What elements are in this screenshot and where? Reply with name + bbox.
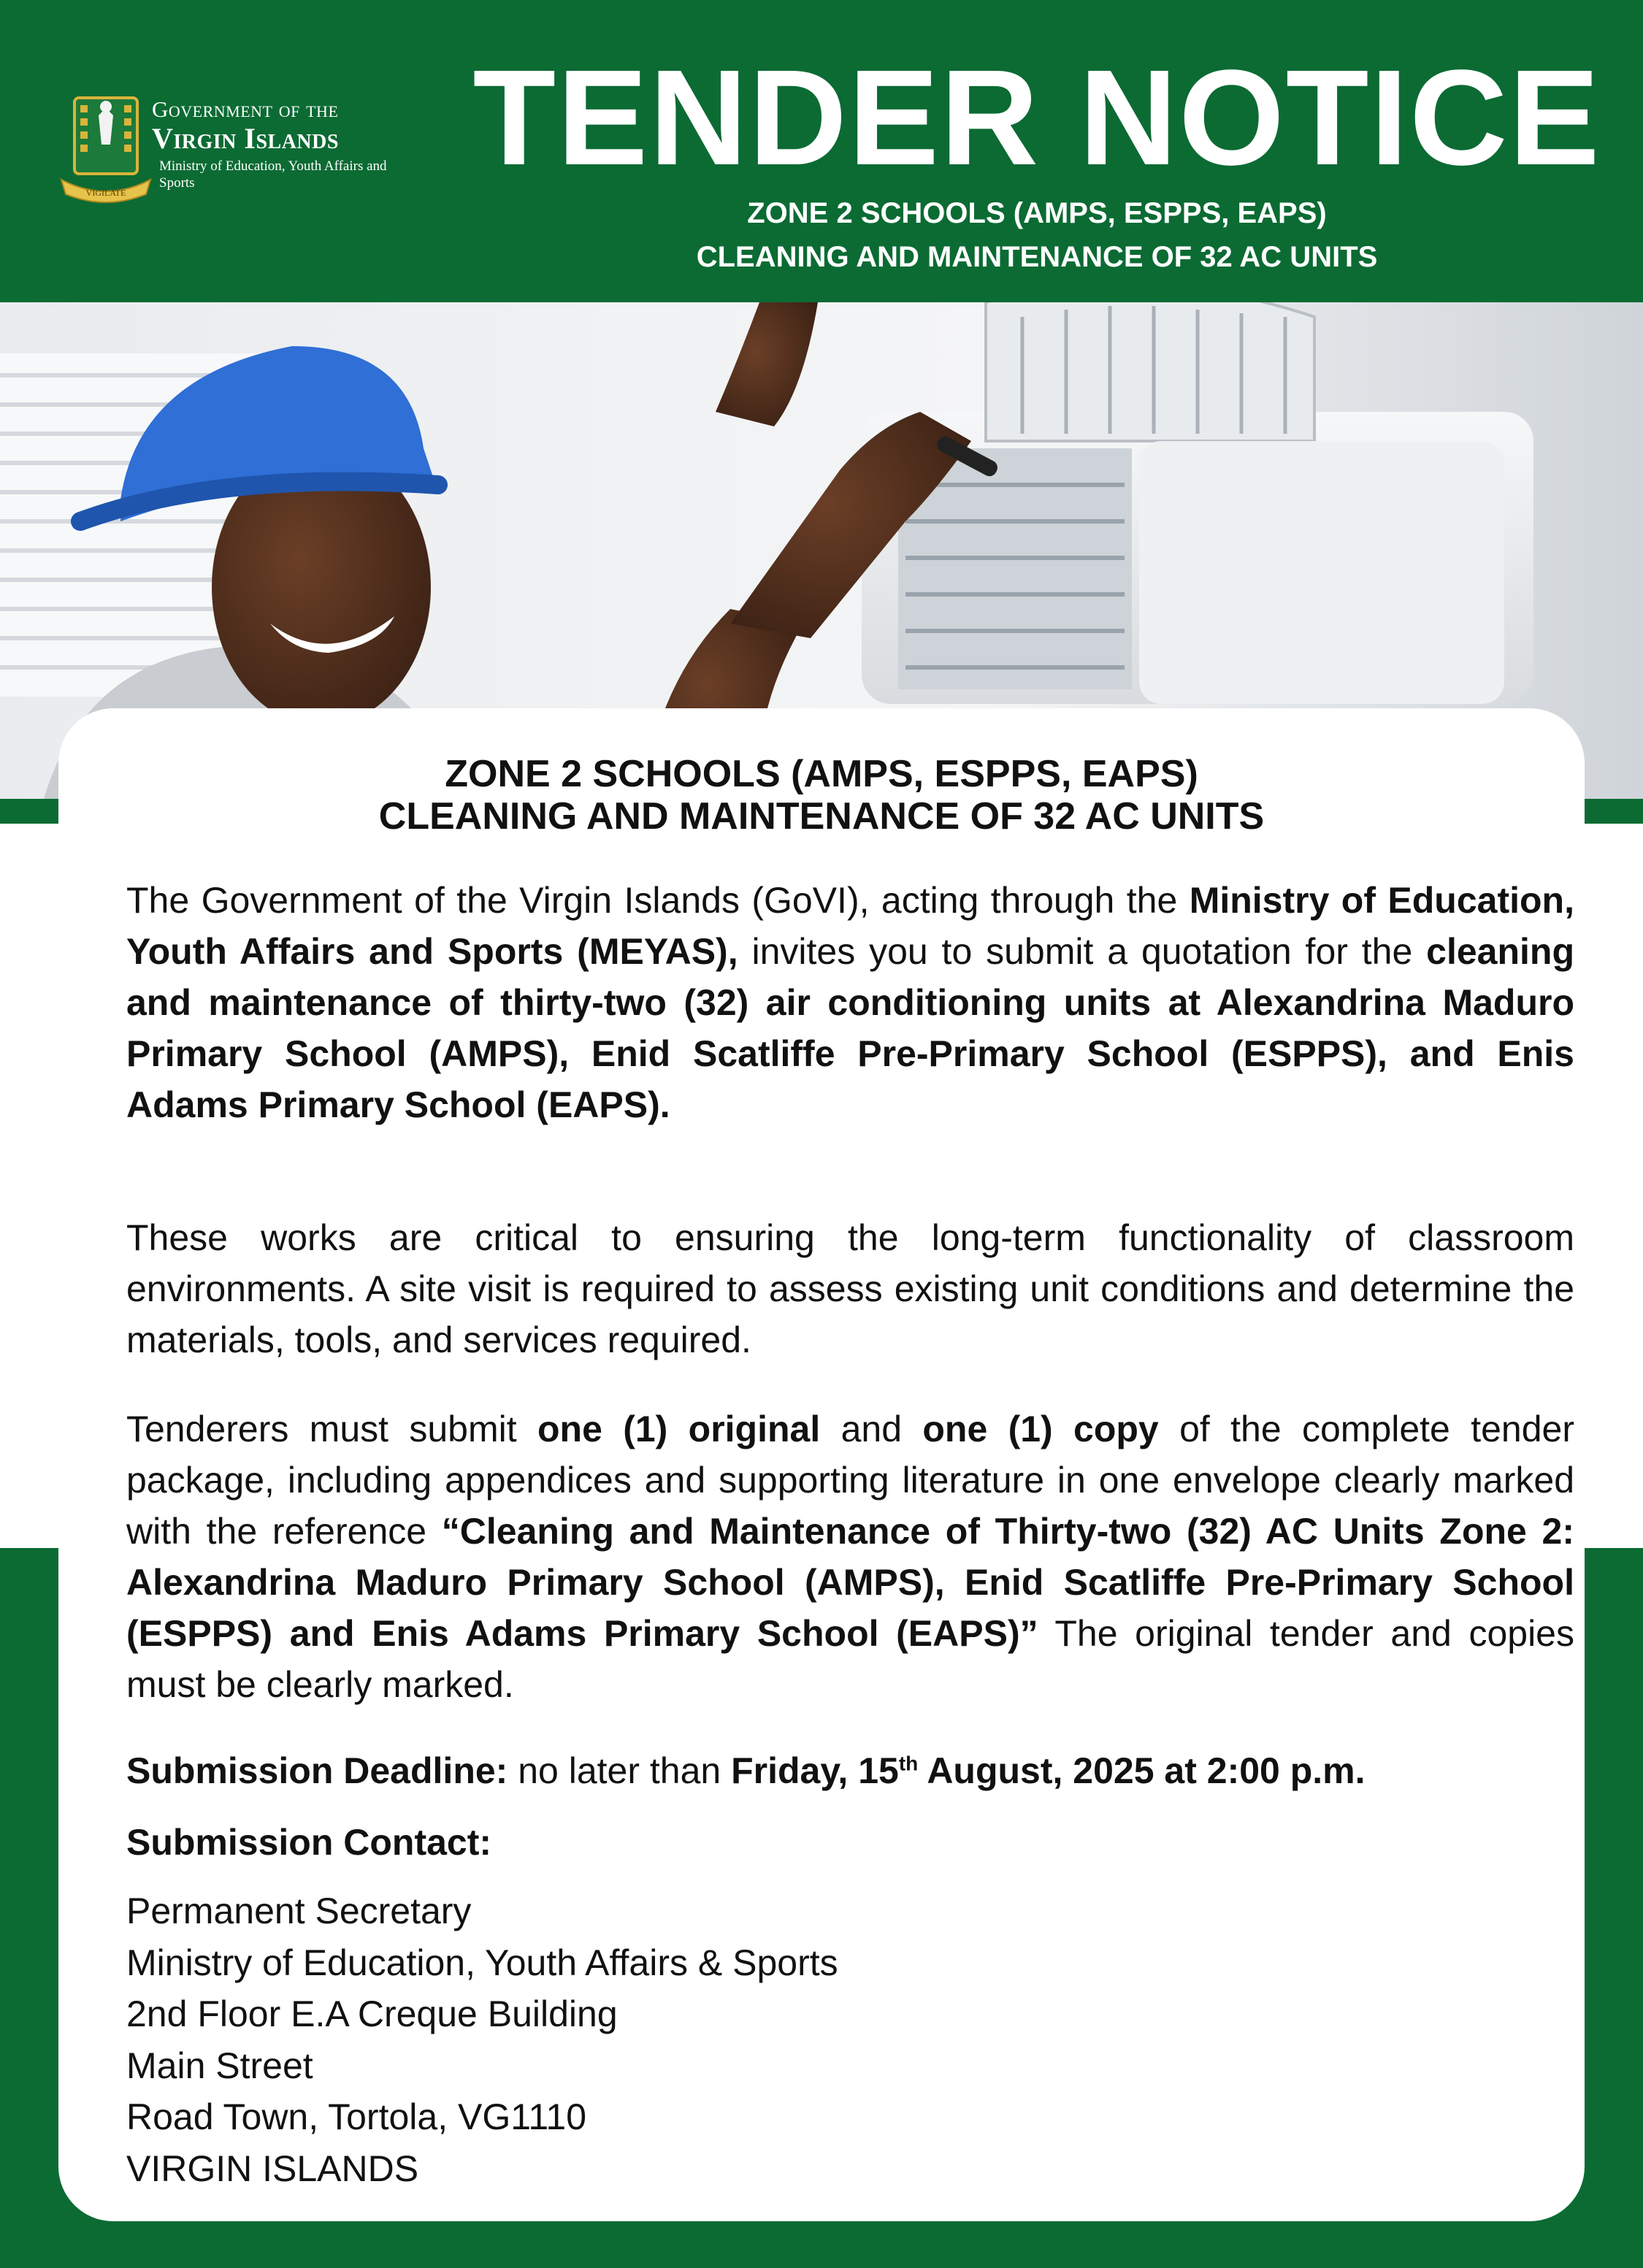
deadline-date-sup: th [898,1752,919,1775]
para3-bold2: one (1) copy [922,1409,1159,1449]
para3-text2: and [820,1409,923,1449]
para1-text1: The Government of the Virgin Islands (GoVI), acting through the [126,880,1190,921]
scroll-motto: VIGILATE [85,188,126,198]
green-stripe-left [0,799,58,824]
page-title: TENDER NOTICE [472,42,1601,194]
address-line: Ministry of Education, Youth Affairs & Sports [126,1942,838,1983]
logo-line-virgin-islands: Virgin Islands [152,122,339,155]
notice-heading-line1: ZONE 2 SCHOOLS (AMPS, ESPPS, EAPS) [445,753,1198,795]
green-stripe-right [1585,799,1643,824]
header-subtitle-line2: CLEANING AND MAINTENANCE OF 32 AC UNITS [696,241,1378,273]
logo-line-government: Government of the [152,96,339,122]
deadline-label: Submission Deadline: [126,1750,508,1791]
notice-card [58,708,1585,2221]
paragraph-submission [126,1403,1574,1710]
contact-address [126,1885,1222,2194]
deadline-text: no later than [508,1750,732,1791]
header-banner [0,0,1643,302]
address-line: Permanent Secretary [126,1890,472,1931]
address-line: VIRGIN ISLANDS [126,2148,419,2189]
govi-logo [58,93,416,210]
para3-reference: “Cleaning and Maintenance of Thirty-two (32) AC Units Zone 2: Alexandrina Maduro Primary School (AMPS), Enid Scatliffe Pre-Primary School (ESPPS) and Enis Adams Primary School (EAPS)” [126,1511,1574,1654]
para3-text1: Tenderers must submit [126,1409,537,1449]
para3-text4: The original tender and copies must be clearly marked. [126,1613,1574,1705]
address-line: 2nd Floor E.A Creque Building [126,1993,618,2034]
header-subtitle-line1: ZONE 2 SCHOOLS (AMPS, ESPPS, EAPS) [747,197,1327,229]
para1-bold2: cleaning and maintenance of thirty-two (32) air conditioning units at Alexandrina Maduro Primary School (AMPS), Enid Scatliffe Pre-Primary School (ESPPS), and Enis Adams Primary School (EAPS). [126,931,1575,1125]
deadline-date [731,1750,1365,1791]
para1-text2: invites you to submit a quotation for the [738,931,1427,972]
deadline-date-a: Friday, 15 [731,1750,899,1791]
address-line: Road Town, Tortola, VG1110 [126,2096,587,2137]
para3-bold1: one (1) original [537,1409,821,1449]
notice-heading-line2: CLEANING AND MAINTENANCE OF 32 AC UNITS [378,795,1265,838]
submission-deadline [126,1745,1366,1796]
logo-line-ministry: Ministry of Education, Youth Affairs and Sports [159,158,387,191]
paragraph-invitation [126,875,1574,1130]
deadline-date-b: August, 2025 at 2:00 p.m. [918,1750,1366,1791]
address-line: Main Street [126,2045,313,2086]
submission-contact-label: Submission Contact: [126,1822,492,1863]
para3-text3: of the complete tender package, including appendices and supporting literature in one envelope clearly marked with the reference [126,1409,1574,1552]
paragraph-site-visit: These works are critical to ensuring the long-term functionality of classroom environments. A site visit is required to assess existing unit conditions and determine the materials, tools, and services required. [126,1217,1574,1360]
coat-of-arms-icon [58,93,153,203]
para1-bold1: Ministry of Education, Youth Affairs and Sports (MEYAS), [126,880,1574,972]
